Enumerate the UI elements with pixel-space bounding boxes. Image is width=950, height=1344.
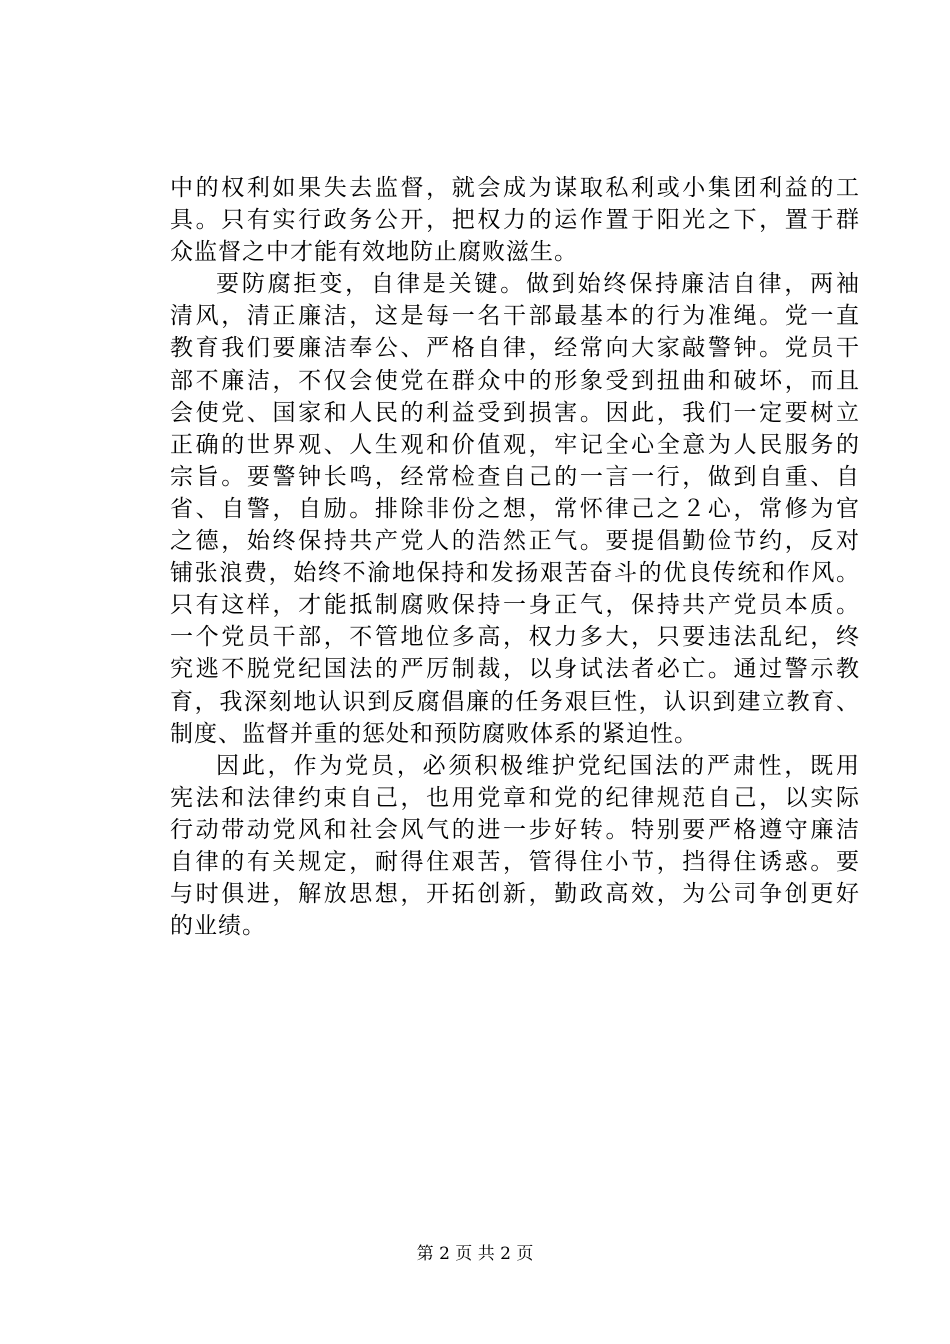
paragraph-2-line-3: 教育我们要廉洁奉公、严格自律，经常向大家敲警钟。党员干 [170, 335, 860, 362]
paragraph-1-line-1: 中的权利如果失去监督，就会成为谋取私利或小集团利益的工 [170, 175, 860, 201]
paragraph-1-line-2: 具。只有实行政务公开，把权力的运作置于阳光之下，置于群 [170, 207, 860, 234]
paragraph-3-line-4: 自律的有关规定，耐得住艰苦，管得住小节，挡得住诱惑。要 [170, 848, 860, 875]
paragraph-2-line-10: 铺张浪费，始终不渝地保持和发扬艰苦奋斗的优良传统和作风。 [170, 560, 860, 587]
paragraph-3-line-2: 宪法和法律约束自己，也用党章和党的纪律规范自己，以实际 [170, 784, 860, 811]
paragraph-2-line-12: 一个党员干部，不管地位多高，权力多大，只要违法乱纪，终 [170, 624, 860, 651]
paragraph-3-line-3: 行动带动党风和社会风气的进一步好转。特别要严格遵守廉洁 [170, 816, 860, 843]
page-number-footer: 第 2 页 共 2 页 [416, 1244, 534, 1264]
paragraph-2-line-14: 育，我深刻地认识到反腐倡廉的任务艰巨性，认识到建立教育、 [170, 688, 860, 715]
paragraph-2-line-4: 部不廉洁，不仅会使党在群众中的形象受到扭曲和破坏，而且 [170, 367, 860, 394]
paragraph-2-line-11: 只有这样，才能抵制腐败保持一身正气，保持共产党员本质。 [170, 592, 860, 619]
paragraph-2-line-15: 制度、监督并重的惩处和预防腐败体系的紧迫性。 [170, 720, 698, 747]
paragraph-2-line-1: 要防腐拒变，自律是关键。做到始终保持廉洁自律，两袖 [216, 271, 860, 298]
paragraph-2-line-7: 宗旨。要警钟长鸣，经常检查自己的一言一行，做到自重、自 [170, 463, 860, 490]
paragraph-2-line-8: 省、自警，自励。排除非份之想，常怀律己之２心，常修为官 [170, 495, 860, 522]
paragraph-2-line-2: 清风，清正廉洁，这是每一名干部最基本的行为准绳。党一直 [170, 303, 860, 330]
paragraph-2-line-9: 之德，始终保持共产党人的浩然正气。要提倡勤俭节约，反对 [170, 528, 860, 555]
paragraph-3-line-6: 的业绩。 [170, 913, 266, 940]
paragraph-2-line-6: 正确的世界观、人生观和价值观，牢记全心全意为人民服务的 [170, 431, 860, 458]
paragraph-3-line-5: 与时俱进，解放思想，开拓创新，勤政高效，为公司争创更好 [170, 881, 860, 908]
paragraph-2-line-13: 究逃不脱党纪国法的严厉制裁，以身试法者必亡。通过警示教 [170, 656, 860, 683]
paragraph-2-line-5: 会使党、国家和人民的利益受到损害。因此，我们一定要树立 [170, 399, 860, 426]
paragraph-1-line-3: 众监督之中才能有效地防止腐败滋生。 [170, 239, 578, 266]
document-body [170, 172, 860, 942]
paragraph-3-line-1: 因此，作为党员，必须积极维护党纪国法的严肃性，既用 [216, 752, 860, 779]
